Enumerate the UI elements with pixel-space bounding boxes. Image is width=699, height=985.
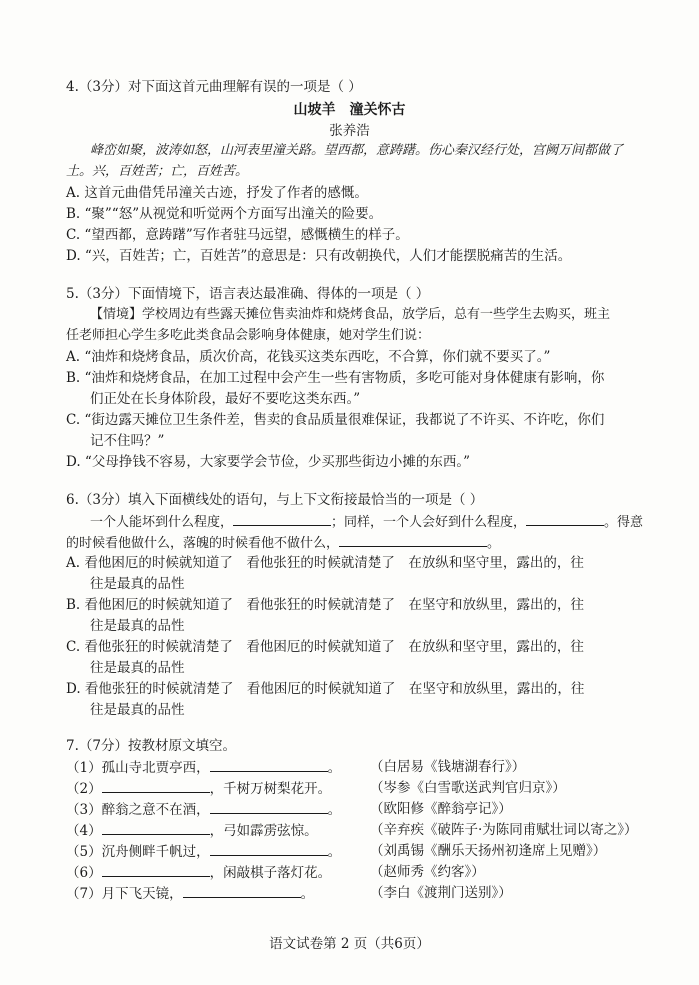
q5-option-c-cont: 记不住吗？”: [90, 433, 165, 449]
q7-blank-1[interactable]: [210, 758, 328, 772]
q6-stem: 6.（3分）填入下面横线处的语句，与上下文衔接最恰当的一项是（ ）: [66, 492, 484, 508]
q5-option-a: A. “油炸和烧烤食品，质次价高，花钱买这类东西吃，不合算，你们就不要买了。”: [66, 349, 551, 365]
q7-item-no: （6）: [66, 865, 102, 881]
q6-text-1: [90, 512, 643, 532]
q7-blank-7[interactable]: [183, 884, 301, 898]
q7-item-7: [66, 884, 314, 903]
q5-stem: 5.（3分）下面情境下，语言表达最准确、得体的一项是（ ）: [66, 286, 430, 302]
q6-text-1b: ；同样，一个人会好到什么程度，: [331, 515, 527, 530]
q7-item-pre: 醉翁之意不在酒，: [101, 802, 210, 818]
q7-item-pre: 沉舟侧畔千帆过，: [101, 844, 210, 860]
q6-text-1c: 。得意: [604, 515, 644, 530]
q4-option-c: C. “望西都，意踌躇”写作者驻马远望，感慨横生的样子。: [66, 227, 409, 243]
poem-title: 山坡羊 潼关怀古: [293, 102, 406, 118]
q6-option-b-cont: 往是最真的品性: [90, 618, 185, 634]
q7-source-4: （辛弃疾《破阵子·为陈同甫赋壮词以寄之》）: [370, 822, 638, 838]
q7-item-pre: 孤山寺北贾亭西，: [101, 760, 210, 776]
q7-item-3: [66, 800, 341, 819]
q7-source-1: （白居易《钱塘湖春行》）: [370, 759, 526, 775]
q7-item-post: ，弓如霹雳弦惊。: [209, 823, 318, 839]
q6-text-1a: 一个人能坏到什么程度，: [90, 515, 234, 530]
q5-option-c: C. “街边露天摊位卫生条件差，售卖的食品质量很难保证，我都说了不许买、不许吃，你们: [66, 412, 605, 428]
q6-blank-3[interactable]: [339, 533, 487, 547]
q7-blank-5[interactable]: [210, 842, 328, 856]
q7-item-post: 。: [327, 844, 342, 860]
q7-item-no: （2）: [66, 781, 102, 797]
q6-option-c: C. 看他张狂的时候就清楚了 看他困厄的时候就知道了 在放纵和坚守里，露出的，往: [66, 639, 584, 655]
q7-source-7: （李白《渡荆门送别》）: [370, 885, 512, 901]
q6-blank-2[interactable]: [526, 512, 604, 526]
q6-option-d-cont: 往是最真的品性: [90, 702, 185, 718]
q7-source-6: （赵师秀《约客》）: [370, 864, 485, 880]
q4-option-a: A. 这首元曲借凭吊潼关古迹，抒发了作者的感慨。: [66, 185, 368, 201]
q7-item-no: （1）: [66, 760, 102, 776]
q6-text-2: [66, 533, 500, 553]
poem-line-2: 土。兴，百姓苦；亡，百姓苦。: [66, 164, 249, 179]
q7-source-2: （岑参《白雪歌送武判官归京》）: [370, 780, 566, 796]
q7-item-post: 。: [327, 802, 342, 818]
q6-option-b: B. 看他困厄的时候就知道了 看他张狂的时候就清楚了 在坚守和放纵里，露出的，往: [66, 597, 585, 613]
q4-stem: 4.（3分）对下面这首元曲理解有误的一项是（ ）: [66, 79, 362, 95]
q7-source-5: （刘禹锡《酬乐天扬州初逢席上见赠》）: [370, 843, 607, 859]
q7-item-no: （3）: [66, 802, 102, 818]
q7-item-no: （7）: [66, 886, 102, 902]
q7-item-5: [66, 842, 341, 861]
q4-option-d: D. “兴，百姓苦；亡，百姓苦”的意思是：只有改朝换代，人们才能摆脱痛苦的生活。: [66, 248, 572, 264]
q6-text-2b: 。: [487, 536, 501, 551]
q7-blank-4[interactable]: [102, 821, 210, 835]
q7-blank-6[interactable]: [102, 863, 210, 877]
q7-item-no: （4）: [66, 823, 102, 839]
q6-option-a-cont: 往是最真的品性: [90, 576, 185, 592]
q7-item-1: [66, 758, 341, 777]
q5-option-d: D. “父母挣钱不容易，大家要学会节俭，少买那些街边小摊的东西。”: [66, 454, 470, 470]
q7-source-3: （欧阳修《醉翁亭记》）: [370, 801, 512, 817]
q4-option-b: B. “聚”“怒”从视觉和听觉两个方面写出潼关的险要。: [66, 206, 383, 222]
q7-item-2: [66, 779, 331, 798]
q7-blank-3[interactable]: [210, 800, 328, 814]
q6-option-d: D. 看他张狂的时候就清楚了 看他困厄的时候就知道了 在坚守和放纵里，露出的，往: [66, 681, 585, 697]
q7-item-post: ，千树万树梨花开。: [209, 781, 332, 797]
q5-option-b: B. “油炸和烧烤食品，在加工过程中会产生一些有害物质，多吃可能对身体健康有影响，你: [66, 370, 605, 386]
q7-item-post: ，闲敲棋子落灯花。: [209, 865, 332, 881]
q7-blank-2[interactable]: [102, 779, 210, 793]
q6-text-2a: 的时候看他做什么，落魄的时候看他不做什么，: [66, 536, 340, 551]
q7-item-6: [66, 863, 331, 882]
poem-line-1: 峰峦如聚，波涛如怒，山河表里潼关路。望西都，意踌躇。伤心秦汉经行处，宫阙万间都做了: [90, 143, 624, 158]
q6-option-c-cont: 往是最真的品性: [90, 660, 185, 676]
q6-blank-1[interactable]: [233, 512, 331, 526]
poem-author: 张养浩: [329, 123, 370, 139]
q5-option-b-cont: 们正处在长身体阶段，最好不要吃这类东西。”: [90, 391, 361, 407]
q7-item-post: 。: [327, 760, 342, 776]
q5-context-1: 【情境】学校周边有些露天摊位售卖油炸和烧烤食品，放学后，总有一些学生去购买，班主: [90, 307, 611, 322]
q7-item-pre: 月下飞天镜，: [101, 886, 183, 902]
q7-stem: 7.（7分）按教材原文填空。: [66, 738, 236, 754]
q7-item-post: 。: [300, 886, 315, 902]
q5-context-2: 任老师担心学生多吃此类食品会影响身体健康，她对学生们说：: [66, 328, 431, 343]
q7-item-no: （5）: [66, 844, 102, 860]
q7-item-4: [66, 821, 318, 840]
q6-option-a: A. 看他困厄的时候就知道了 看他张狂的时候就清楚了 在放纵和坚守里，露出的，往: [66, 555, 584, 571]
page-footer: 语文试卷第 2 页（共6页）: [269, 936, 430, 952]
